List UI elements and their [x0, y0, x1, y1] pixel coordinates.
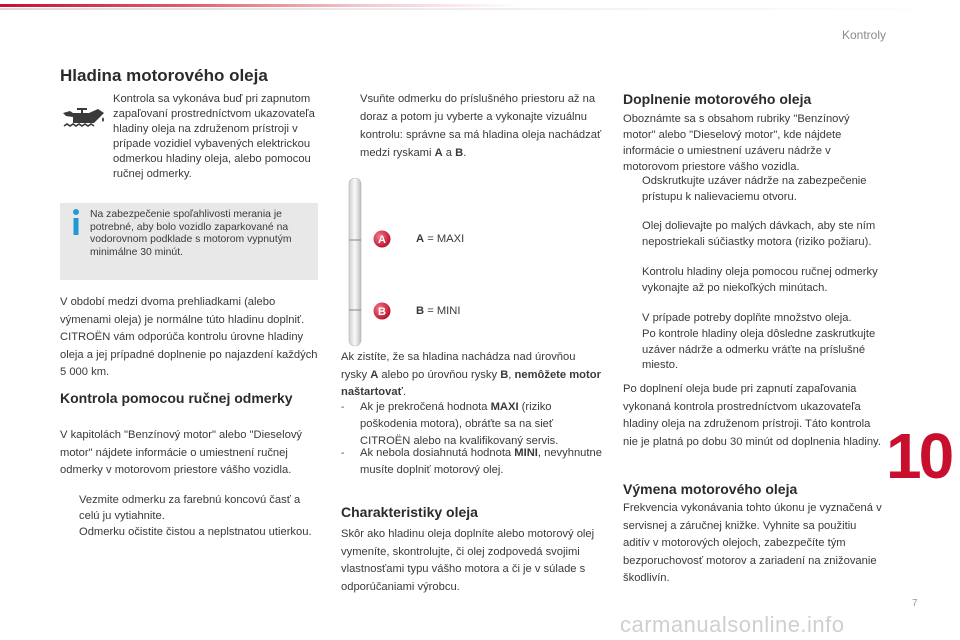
level-warning-text: Ak zistíte, že sa hladina nachádza nad úrovňou rysky A alebo po úrovňou rysky B, nemôžete motor naštartovať. [341, 351, 601, 398]
section-name: Kontroly [841, 28, 886, 42]
oil-change-text: Frekvencia vykonávania tohto úkonu je vyznačená v servisnej a záručnej knižke. Vyhnite sa použitiu aditív v motorových olejoch, zabezpečíte tým bezporuchovosť motorov a zariadení na znižovanie škodlivín. [623, 502, 882, 584]
interval-text: V období medzi dvoma prehliadkami (alebo výmenami oleja) je normálne túto hladinu doplniť. CITROËN vám odporúča kontrolu úrovne hladiny oleja a jej prípadné doplnenie po najazdení každých 5 000 km. [60, 296, 318, 378]
after-topup-text: Po doplnení oleja bude pri zapnutí zapaľovania vykonaná kontrola prostredníctvom ukazovateľa hladiny oleja na združenom prístroji. Táto kontrola nie je platná po dobu 30 minút od doplnenia hladiny. [623, 383, 881, 448]
list-item: Olej dolievajte po malých dávkach, aby ste ním nepostriekali súčiastky motora (riziko požiaru). [642, 220, 876, 248]
list-item: - Ak je prekročená hodnota MAXI (riziko poškodenia motora), obráťte sa na sieť CITROËN alebo na kvalifikovaný servis. [341, 401, 559, 447]
marker-b-label: B [378, 306, 386, 318]
chapter-number: 10 [886, 420, 952, 492]
info-text: Na zabezpečenie spoľahlivosti merania je potrebné, aby bolo vozidlo zaparkované na vodorovnom podklade s motorom vypnutým minimálne 30 minút. [90, 209, 292, 258]
watermark: carmanualsonline.info [620, 612, 845, 637]
list-item: Po kontrole hladiny oleja dôsledne zaskrutkujte uzáver nádrže a odmerku vráťte na príslušné miesto. [642, 328, 876, 371]
marker-a-label: A [378, 234, 386, 246]
list-item: Odmerku očistite čistou a neplstnatou utierkou. [79, 526, 312, 538]
oil-topup-intro: Oboznámte sa s obsahom rubriky "Benzínový motor" alebo "Dieselový motor", kde nájdete informácie o umiestnení uzáveru nádrže v motorovom priestore vášho vozidla. [623, 113, 850, 173]
list-item: Kontrolu hladiny oleja pomocou ručnej odmerky vykonajte až po niekoľkých minútach. [642, 266, 878, 294]
dash-bullet: - [341, 402, 345, 413]
info-box [60, 203, 318, 280]
manual-dipstick-text: V kapitolách "Benzínový motor" alebo "Dieselový motor" nájdete informácie o umiestnení ručnej odmerky v motorovom priestore vášho vozidla. [60, 429, 303, 476]
dipstick-illustration [344, 178, 402, 346]
list-item: Odskrutkujte uzáver nádrže na zabezpečenie prístupu k nalievaciemu otvoru. [642, 175, 867, 203]
oil-characteristics-text: Skôr ako hladinu oleja doplníte alebo motorový olej vymeníte, skontrolujte, či olej zodpovedá svojimi vlastnosťami typu vášho motora a či je v súlade s odporúčaniami výrobcu. [341, 528, 595, 593]
oil-characteristics-title: Charakteristiky oleja [341, 504, 478, 520]
legend-mini: B = MINI [416, 305, 461, 317]
info-icon [69, 208, 83, 236]
intro-text: Kontrola sa vykonáva buď pri zapnutom zapaľovaní prostredníctvom ukazovateľa hladiny oleja na združenom prístroji v prípade vozidiel vybavených elektrickou odmerkou hladiny oleja, alebo pomocou ručnej odmerky. [113, 93, 315, 180]
list-item: V prípade potreby doplňte množstvo oleja. [642, 312, 852, 324]
top-red-stripe [0, 4, 520, 7]
oil-change-title: Výmena motorového oleja [623, 481, 798, 497]
legend-maxi: A = MAXI [416, 233, 465, 245]
dash-bullet: - [341, 448, 345, 459]
list-item: Vezmite odmerku za farebnú koncovú časť a celú ju vytiahnite. [79, 494, 301, 522]
list-item: Vsuňte odmerku do príslušného priestoru až na doraz a potom ju vyberte a vykonajte vizuálnu kontrolu: správne sa má hladina oleja nachádzať medzi ryskami A a B. [360, 93, 602, 159]
page-number: 7 [912, 598, 918, 609]
oil-topup-title: Doplnenie motorového oleja [623, 91, 812, 107]
top-grey-stripe [0, 8, 960, 10]
list-item: - Ak nebola dosiahnutá hodnota MINI, nevyhnutne musíte doplniť motorový olej. [341, 447, 602, 476]
manual-dipstick-title: Kontrola pomocou ručnej odmerky [60, 390, 293, 406]
oil-can-icon [60, 104, 106, 130]
top-decor-bar [0, 0, 960, 12]
page-title: Hladina motorového oleja [60, 66, 268, 85]
